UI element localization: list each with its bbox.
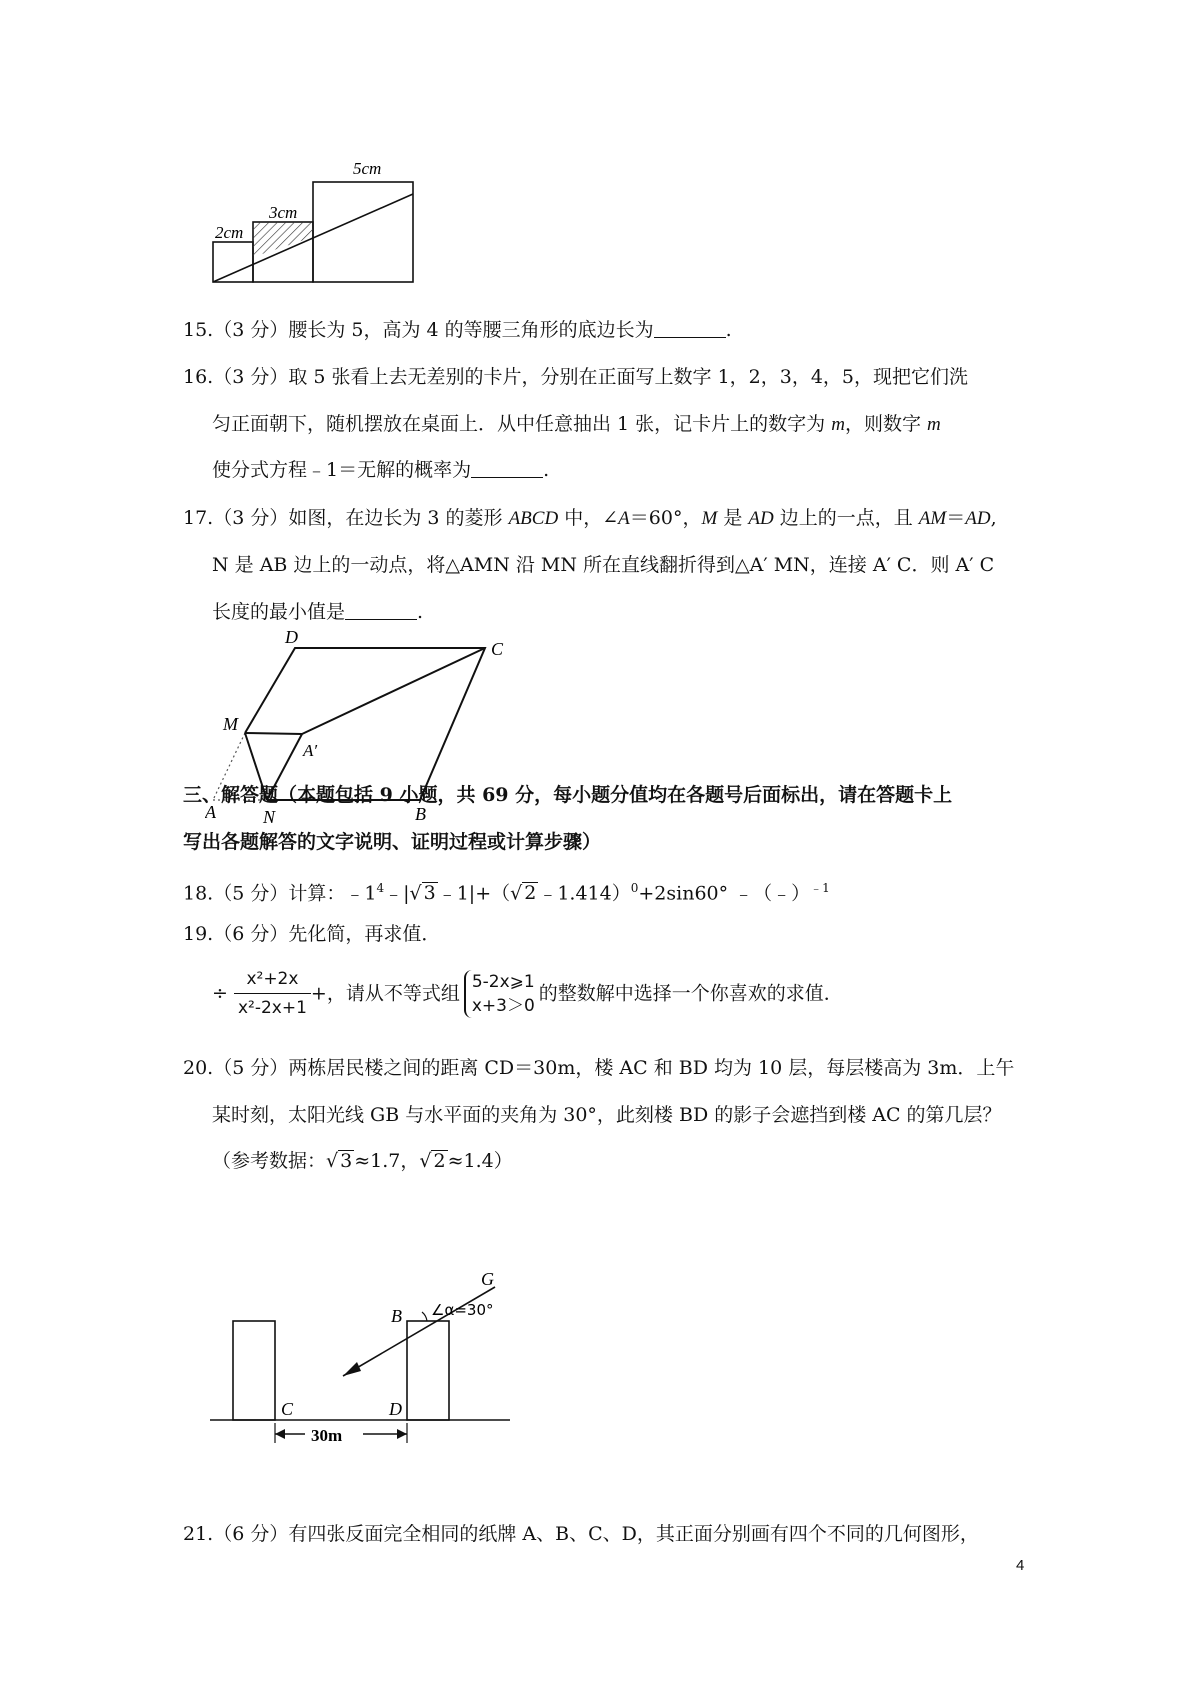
dimension-arrow-right: [397, 1429, 407, 1439]
buildings-figure: [205, 1255, 525, 1485]
question-17-line-1: 17.（3 分）如图，在边长为 3 的菱形 ABCD 中，∠A＝60°，M 是 AD 边上的一点，且 AM＝AD,: [183, 507, 997, 529]
label-G: G: [481, 1269, 494, 1289]
question-17-line-2: N 是 AB 边上的一动点，将△AMN 沿 MN 所在直线翻折得到△A′ MN，连接 A′ C．则 A′ C: [212, 554, 995, 576]
angle-label: ∠α=30°: [431, 1301, 494, 1319]
question-score: （6 分）: [213, 1523, 289, 1545]
label-5cm: 5cm: [353, 159, 382, 178]
question-number: 20.: [183, 1057, 214, 1079]
question-20-line-2: 某时刻，太阳光线 GB 与水平面的夹角为 30°，此刻楼 BD 的影子会遮挡到楼 AC 的第几层？: [212, 1104, 1002, 1126]
question-score: （6 分）: [213, 923, 289, 945]
label-A-prime: A′: [303, 741, 318, 760]
rhombus-outline: [245, 648, 485, 800]
question-score: （5 分）: [213, 1057, 289, 1079]
label-M: M: [223, 714, 238, 734]
label-2cm: 2cm: [215, 223, 244, 242]
question-20-line-1: 20.（5 分）两栋居民楼之间的距离 CD＝30m，楼 AC 和 BD 均为 10 层，每层楼高为 3m．上午: [183, 1057, 1015, 1079]
answer-blank[interactable]: [654, 319, 726, 338]
building-AC: [233, 1321, 275, 1420]
question-16-line-3: 使分式方程﹣1＝无解的概率为 .: [212, 459, 550, 481]
question-number: 19.: [183, 923, 214, 945]
label-D: D: [285, 628, 298, 647]
question-number: 18.: [183, 882, 214, 905]
square-2cm: [213, 242, 253, 282]
section-3-heading-line-2: 写出各题解答的文字说明、证明过程或计算步骤）: [183, 831, 602, 853]
question-number: 21.: [183, 1523, 214, 1545]
label-N: N: [263, 807, 276, 827]
question-16-line-1: 16.（3 分）取 5 张看上去无差别的卡片，分别在正面写上数字 1，2，3，4，5，现把它们洗: [183, 366, 969, 388]
label-A: A: [205, 802, 216, 822]
distance-label: 30m: [311, 1426, 343, 1445]
building-BD: [407, 1321, 449, 1420]
question-score: （3 分）: [213, 366, 289, 388]
question-16-line-2: 匀正面朝下，随机摆放在桌面上．从中任意抽出 1 张，记卡片上的数字为 m，则数字 m: [212, 413, 941, 435]
question-number: 16.: [183, 366, 214, 388]
squares-figure: [205, 150, 435, 290]
question-score: （3 分）: [213, 507, 289, 529]
label-C: C: [281, 1399, 294, 1419]
section-3-heading-line-1: 三、解答题（本题包括 9 小题，共 69 分，每小题分值均在各题号后面标出，请在答题卡上: [183, 784, 953, 806]
label-3cm: 3cm: [269, 203, 298, 222]
question-17-line-3: 长度的最小值是 .: [212, 601, 424, 623]
angle-arc: [422, 1312, 427, 1321]
question-score: （5 分）: [213, 882, 289, 905]
label-C: C: [491, 639, 504, 659]
segment-ma1: [245, 733, 302, 734]
question-number: 17.: [183, 507, 214, 529]
question-number: 15.: [183, 319, 214, 341]
question-21: 21.（6 分）有四张反面完全相同的纸牌 A、B、C、D，其正面分别画有四个不同的几何图形，: [183, 1523, 979, 1545]
page-number: 4: [1016, 1557, 1025, 1574]
answer-blank[interactable]: [471, 459, 543, 478]
label-B: B: [415, 804, 426, 824]
sun-ray-arrowhead: [343, 1362, 361, 1376]
label-B: B: [391, 1306, 402, 1326]
dimension-arrow-left: [275, 1429, 285, 1439]
question-20-line-3: （参考数据：√ 3 ≈1.7，√ 2 ≈1.4）: [212, 1150, 513, 1172]
segment-a1c: [302, 648, 485, 734]
question-15: 15.（3 分）腰长为 5，高为 4 的等腰三角形的底边长为 .: [183, 319, 732, 341]
question-19-expression: ÷ $\frac{\text{x²+2x}}{\text{x²-2x+1}}$ +，请从不等式组 5-2x⩾1 x+3＞0 的整数解中选择一个你喜欢的求值．: [212, 965, 843, 1022]
question-18: 18.（5 分）计算：$﹣1^4﹣|√$ 3 ﹣1|+（√ 2 ﹣1.414）$^0$+2sin60° ﹣（﹣）$^{﹣1}$: [183, 881, 830, 905]
question-19-line-1: 19.（6 分）先化简，再求值．: [183, 923, 441, 945]
question-score: （3 分）: [213, 319, 289, 341]
question-text: 腰长为 5，高为 4 的等腰三角形的底边长为: [288, 319, 654, 341]
inequality-system: 5-2x⩾1 x+3＞0: [464, 970, 535, 1018]
answer-blank[interactable]: [345, 601, 417, 620]
fraction: $\frac{\text{x²+2x}}{\text{x²-2x+1}}$: [234, 965, 311, 1022]
label-D: D: [389, 1399, 402, 1419]
